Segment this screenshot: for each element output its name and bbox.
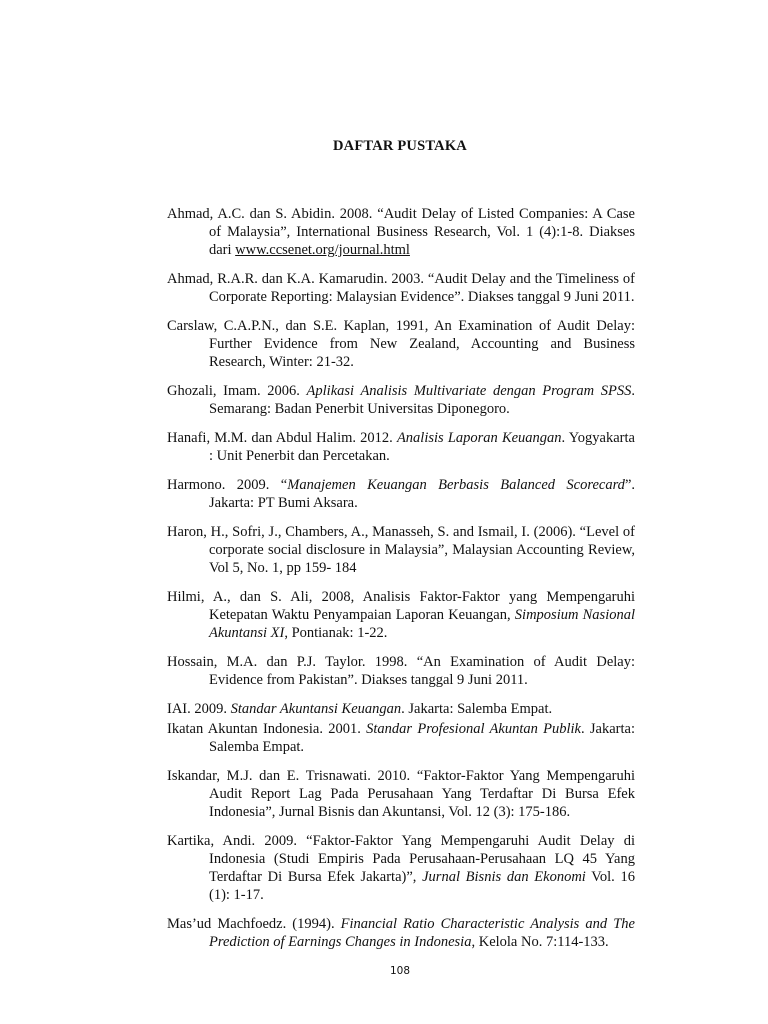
reference-item <box>167 720 635 756</box>
reference-text: Ghozali, Imam. 2006. <box>167 383 307 399</box>
reference-item <box>167 523 635 577</box>
reference-text: Ikatan Akuntan Indonesia. 2001. <box>167 721 367 737</box>
reference-text: Haron, H., Sofri, J., Chambers, A., Manasseh, S. and Ismail, I. (2006). “Level of corporate social disclosure in Malaysia”, Malaysian Accounting Review, Vol 5, No. 1, pp 159- 184 <box>167 524 635 576</box>
reference-text-tail: Vol. 16 (1): 1-17. <box>209 869 636 903</box>
reference-text: Mas’ud Machfoedz. (1994). <box>167 916 341 932</box>
page-number: 108 <box>389 965 411 977</box>
reference-text: Hanafi, M.M. dan Abdul Halim. 2012. <box>167 430 397 446</box>
reference-link[interactable]: www.ccsenet.org/journal.html <box>235 242 410 258</box>
reference-item <box>167 700 635 718</box>
reference-list <box>167 205 635 962</box>
reference-text: Ahmad, A.C. dan S. Abidin. 2008. “Audit Delay of Listed Companies: A Case of Malaysia”, International Business Research, Vol. 1 (4):1-8. Diakses dari <box>167 206 635 258</box>
reference-title-italic: Manajemen Keuangan Berbasis Balanced Scorecard <box>287 477 625 493</box>
reference-text: Hilmi, A., dan S. Ali, 2008, Analisis Faktor-Faktor yang Mempengaruhi Ketepatan Waktu Penyampaian Laporan Keuangan, <box>167 589 635 623</box>
reference-item <box>167 588 635 642</box>
reference-title-italic: Standar Akuntansi Keuangan <box>230 701 402 717</box>
reference-text: Carslaw, C.A.P.N., dan S.E. Kaplan, 1991, An Examination of Audit Delay: Further Evidence from New Zealand, Accounting and Business Research, Winter: 21-32. <box>167 318 635 370</box>
reference-text-tail: , Pontianak: 1-22. <box>284 625 388 641</box>
reference-text: Iskandar, M.J. dan E. Trisnawati. 2010. “Faktor-Faktor Yang Mempengaruhi Audit Report Lag Pada Perusahaan Yang Terdaftar Di Bursa Efek Indonesia”, Jurnal Bisnis dan Akuntansi, Vol. 12 (3): 175-186. <box>167 768 635 820</box>
reference-title-italic: Jurnal Bisnis dan Ekonomi <box>422 869 586 885</box>
reference-title-italic: Simposium Nasional Akuntansi XI <box>209 607 636 641</box>
reference-item <box>167 915 635 951</box>
reference-text-tail: . Jakarta: Salemba Empat. <box>401 701 553 717</box>
reference-text: Kartika, Andi. 2009. “Faktor-Faktor Yang Mempengaruhi Audit Delay di Indonesia (Studi Empiris Pada Perusahaan-Perusahaan LQ 45 Yang Terdaftar Di Bursa Efek Jakarta)”, <box>167 833 635 885</box>
reference-title-italic: Aplikasi Analisis Multivariate dengan Program SPSS <box>306 383 632 399</box>
reference-text: Harmono. 2009. “ <box>167 477 288 493</box>
reference-title-italic: Standar Profesional Akuntan Publik <box>366 721 581 737</box>
reference-item <box>167 317 635 371</box>
reference-item <box>167 653 635 689</box>
reference-text-tail: . Jakarta: Salemba Empat. <box>209 721 635 755</box>
reference-item <box>167 767 635 821</box>
reference-item <box>167 832 635 904</box>
reference-text-tail: , Kelola No. 7:114-133. <box>471 934 609 950</box>
reference-item <box>167 205 635 259</box>
reference-item <box>167 382 635 418</box>
reference-text-tail: ”. Jakarta: PT Bumi Aksara. <box>209 477 635 511</box>
reference-text: IAI. 2009. <box>167 701 231 717</box>
reference-title-italic: Financial Ratio Characteristic Analysis and The Prediction of Earnings Changes in Indonesia <box>209 916 635 950</box>
reference-text-tail: . Yogyakarta : Unit Penerbit dan Percetakan. <box>209 430 635 464</box>
page-title: DAFTAR PUSTAKA <box>333 138 467 154</box>
reference-text: Hossain, M.A. dan P.J. Taylor. 1998. “An Examination of Audit Delay: Evidence from Pakistan”. Diakses tanggal 9 Juni 2011. <box>167 654 635 688</box>
reference-item <box>167 270 635 306</box>
reference-text-tail: . Semarang: Badan Penerbit Universitas Diponegoro. <box>209 383 635 417</box>
reference-item <box>167 476 635 512</box>
reference-title-italic: Analisis Laporan Keuangan <box>396 430 562 446</box>
reference-text: Ahmad, R.A.R. dan K.A. Kamarudin. 2003. “Audit Delay and the Timeliness of Corporate Reporting: Malaysian Evidence”. Diakses tanggal 9 Juni 2011. <box>167 271 635 305</box>
reference-item <box>167 429 635 465</box>
